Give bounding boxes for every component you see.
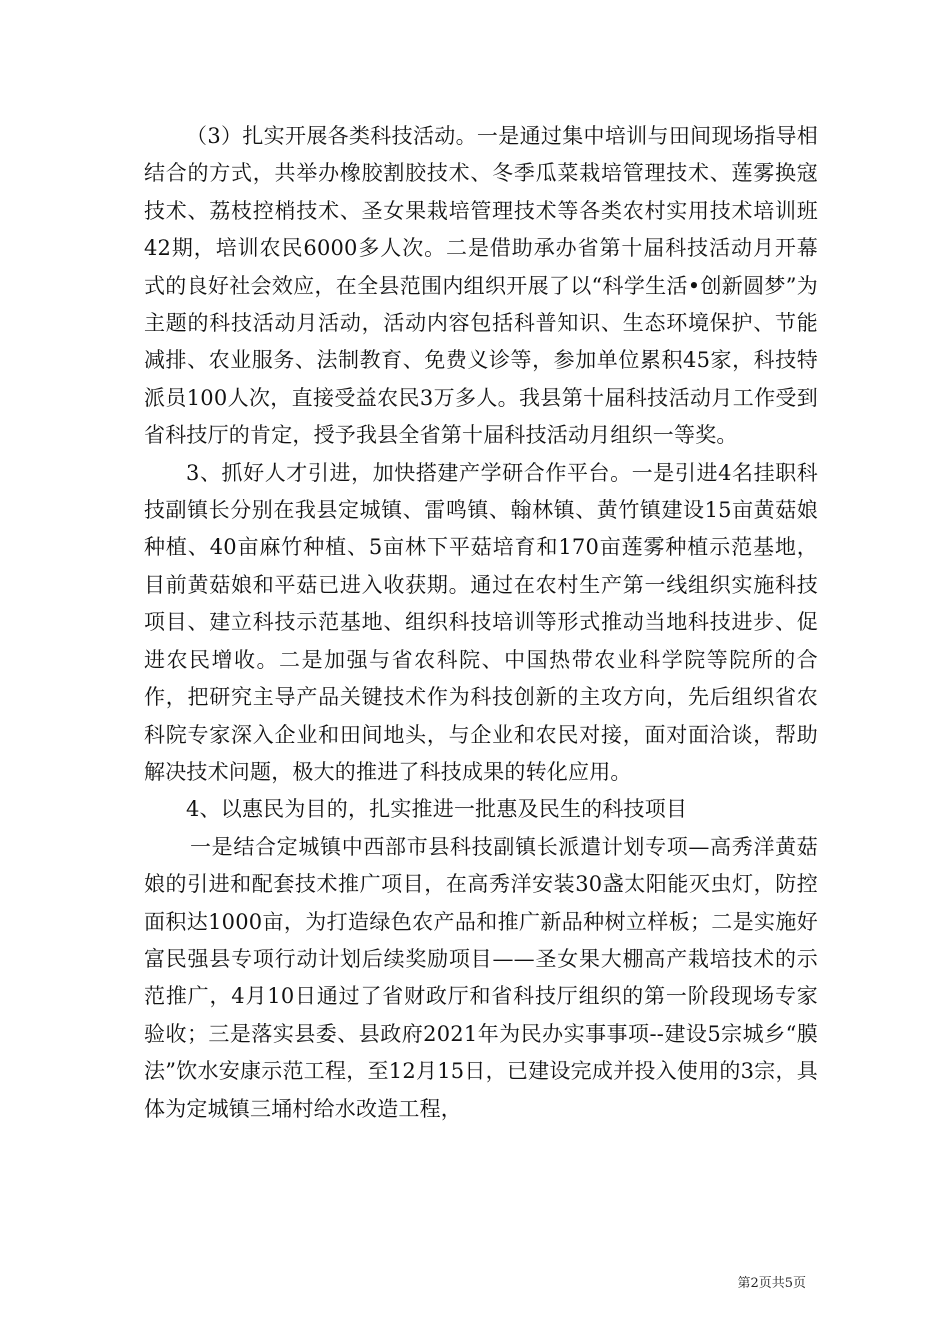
paragraph-science-activities: （3）扎实开展各类科技活动。一是通过集中培训与田间现场指导相结合的方式，共举办橡胶割胶技术、冬季瓜菜栽培管理技术、莲雾换寇技术、荔枝控梢技术、圣女果栽培管理技术等各类农村实用技术培训班42期，培训农民6000多人次。二是借助承办省第十届科技活动月开幕式的良好社会效应，在全县范围内组织开展了以“科学生活•创新圆梦”为主题的科技活动月活动，活动内容包括科普知识、生态环境保护、节能减排、农业服务、法制教育、免费义诊等，参加单位累积45家，科技特派员100人次，直接受益农民3万多人。我县第十届科技活动月工作受到省科技厅的肯定，授予我县全省第十届科技活动月组织一等奖。: [144, 124, 818, 448]
paragraph-talent-introduction: 3、抓好人才引进，加快搭建产学研合作平台。一是引进4名挂职科技副镇长分别在我县定城镇、雷鸣镇、翰林镇、黄竹镇建设15亩黄菇娘种植、40亩麻竹种植、5亩林下平菇培育和170亩莲雾种植示范基地，目前黄菇娘和平菇已进入收获期。通过在农村生产第一线组织实施科技项目、建立科技示范基地、组织科技培训等形式推动当地科技进步、促进农民增收。二是加强与省农科院、中国热带农业科学院等院所的合作，把研究主导产品关键技术作为科技创新的主攻方向，先后组织省农科院专家深入企业和田间地头，与企业和农民对接，面对面洽谈，帮助解决技术问题，极大的推进了科技成果的转化应用。: [144, 460, 818, 784]
paragraph-livelihood-projects: 一是结合定城镇中西部市县科技副镇长派遣计划专项—高秀洋黄菇娘的引进和配套技术推广项目，在高秀洋安装30盏太阳能灭虫灯，防控面积达1000亩，为打造绿色农产品和推广新品种树立样板；二是实施好富民强县专项行动计划后续奖励项目——圣女果大棚高产栽培技术的示范推广，4月10日通过了省财政厅和省科技厅组织的第一阶段现场专家验收；三是落实县委、县政府2021年为民办实事事项--建设5宗城乡“膜法”饮水安康示范工程，至12月15日，已建设完成并投入使用的3宗，具体为定城镇三埇村给水改造工程，: [144, 834, 818, 1121]
document-body: [144, 118, 818, 1128]
paragraph-heading-livelihood-projects: 4、以惠民为目的，扎实推进一批惠及民生的科技项目: [186, 797, 688, 822]
page-number-footer: 第2页共5页: [737, 1276, 806, 1291]
